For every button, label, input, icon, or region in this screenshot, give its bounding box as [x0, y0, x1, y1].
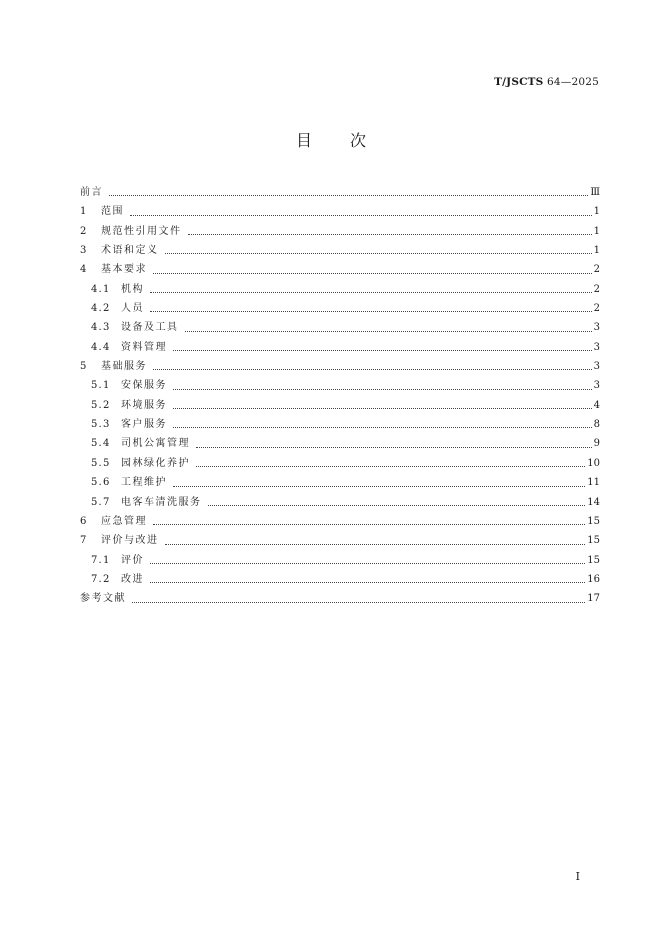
toc-dot-leader	[130, 202, 592, 221]
toc-entry-label: 工程维护	[121, 477, 167, 489]
toc-entry-number: 7	[80, 535, 87, 547]
toc-entry[interactable]	[80, 183, 600, 202]
toc-entry-number: 5	[80, 361, 87, 373]
toc-entry[interactable]	[80, 415, 600, 434]
toc-entry[interactable]	[80, 551, 600, 570]
toc-entry-label: 司机公寓管理	[121, 438, 190, 450]
toc-entry-label: 基本要求	[101, 264, 147, 276]
toc-entry-number: 5.7	[91, 496, 111, 508]
toc-entry-page: 2	[593, 303, 600, 315]
toc-entry-label: 设备及工具	[121, 322, 179, 334]
toc-dot-leader	[150, 551, 585, 570]
toc-dot-leader	[150, 570, 585, 589]
toc-entry-label: 电客车清洗服务	[121, 496, 202, 508]
toc-entry-number: 4	[80, 264, 87, 276]
toc-dot-leader	[153, 260, 592, 279]
toc-entry-label: 人员	[121, 303, 144, 315]
toc-entry-number: 1	[80, 206, 87, 218]
toc-dot-leader	[165, 241, 592, 260]
toc-entry[interactable]	[80, 589, 600, 608]
toc-entry-page: 15	[587, 515, 600, 527]
toc-entry-number: 5.5	[91, 457, 111, 469]
toc-dot-leader	[173, 338, 592, 357]
toc-entry-page: 1	[593, 245, 600, 257]
toc-entry[interactable]	[80, 473, 600, 492]
toc-entry-label: 术语和定义	[101, 245, 159, 257]
toc-dot-leader	[150, 299, 592, 318]
toc-entry[interactable]	[80, 493, 600, 512]
toc-entry-page: 3	[593, 361, 600, 373]
toc-entry-label: 前言	[80, 187, 103, 198]
toc-entry-number: 4.1	[91, 283, 111, 295]
toc-dot-leader	[173, 415, 592, 434]
toc-entry-page: 1	[593, 225, 600, 237]
toc-dot-leader	[173, 376, 592, 395]
toc-entry-label: 改进	[121, 573, 144, 585]
toc-dot-leader	[188, 222, 592, 241]
toc-entry[interactable]	[80, 222, 600, 241]
toc-dot-leader	[165, 531, 586, 550]
table-of-contents	[80, 183, 600, 609]
toc-entry[interactable]	[80, 454, 600, 473]
toc-dot-leader	[196, 454, 585, 473]
toc-entry-number: 5.6	[91, 477, 111, 489]
toc-entry-number: 2	[80, 225, 87, 237]
toc-entry-number: 5.2	[91, 399, 111, 411]
standard-number: 64—2025	[547, 76, 599, 88]
toc-dot-leader	[173, 473, 585, 492]
toc-entry[interactable]	[80, 299, 600, 318]
toc-entry-number: 4.4	[91, 341, 111, 353]
toc-entry-page: Ⅲ	[590, 187, 600, 198]
toc-entry-page: 3	[593, 341, 600, 353]
toc-entry-page: 2	[593, 264, 600, 276]
toc-entry[interactable]	[80, 280, 600, 299]
toc-entry-number: 4.2	[91, 303, 111, 315]
toc-entry-label: 资料管理	[121, 341, 167, 353]
toc-entry-label: 安保服务	[121, 380, 167, 392]
toc-entry-number: 5.1	[91, 380, 111, 392]
toc-dot-leader	[196, 434, 592, 453]
toc-entry-label: 规范性引用文件	[101, 225, 182, 237]
toc-entry-number: 7.1	[91, 554, 111, 566]
toc-dot-leader	[153, 357, 592, 376]
toc-entry[interactable]	[80, 570, 600, 589]
toc-dot-leader	[185, 318, 592, 337]
toc-entry[interactable]	[80, 376, 600, 395]
toc-dot-leader	[150, 280, 592, 299]
toc-entry-page: 11	[587, 477, 600, 489]
toc-entry-label: 范围	[101, 206, 124, 218]
toc-entry[interactable]	[80, 260, 600, 279]
toc-entry[interactable]	[80, 202, 600, 221]
toc-dot-leader	[132, 589, 585, 608]
toc-entry[interactable]	[80, 396, 600, 415]
toc-entry-label: 园林绿化养护	[121, 457, 190, 469]
toc-entry-page: 14	[587, 496, 600, 508]
toc-entry-page: 1	[593, 206, 600, 218]
toc-entry[interactable]	[80, 338, 600, 357]
toc-entry-label: 评价	[121, 554, 144, 566]
toc-entry-number: 5.3	[91, 419, 111, 431]
toc-entry-page: 15	[587, 535, 600, 547]
toc-dot-leader	[208, 493, 586, 512]
toc-entry-label: 环境服务	[121, 399, 167, 411]
toc-dot-leader	[109, 183, 588, 202]
toc-entry[interactable]	[80, 434, 600, 453]
toc-entry-label: 参考文献	[80, 593, 126, 605]
toc-entry-page: 4	[593, 399, 600, 411]
toc-entry-page: 17	[587, 593, 600, 605]
toc-entry-number: 4.3	[91, 322, 111, 334]
toc-entry-page: 16	[587, 573, 600, 585]
page-number: I	[575, 870, 580, 883]
document-number	[494, 76, 599, 88]
page-title: 目次	[295, 131, 404, 150]
toc-entry-page: 10	[587, 457, 600, 469]
toc-entry-label: 基础服务	[101, 361, 147, 373]
toc-entry-page: 8	[593, 419, 600, 431]
toc-entry-number: 3	[80, 245, 87, 257]
toc-entry-page: 15	[587, 554, 600, 566]
toc-entry[interactable]	[80, 318, 600, 337]
toc-entry-label: 应急管理	[101, 515, 147, 527]
toc-entry-label: 机构	[121, 283, 144, 295]
toc-entry[interactable]	[80, 357, 600, 376]
toc-entry-label: 评价与改进	[101, 535, 159, 547]
toc-dot-leader	[173, 396, 592, 415]
toc-entry-page: 9	[593, 438, 600, 450]
toc-entry-page: 3	[593, 380, 600, 392]
toc-dot-leader	[153, 512, 585, 531]
toc-entry-number: 6	[80, 515, 87, 527]
toc-entry-page: 3	[593, 322, 600, 334]
toc-entry-number: 7.2	[91, 573, 111, 585]
toc-entry-page: 2	[593, 283, 600, 295]
toc-entry[interactable]	[80, 531, 600, 550]
toc-entry-number: 5.4	[91, 438, 111, 450]
toc-entry[interactable]	[80, 241, 600, 260]
toc-entry-label: 客户服务	[121, 419, 167, 431]
standard-code: T/JSCTS	[494, 76, 544, 88]
toc-entry[interactable]	[80, 512, 600, 531]
